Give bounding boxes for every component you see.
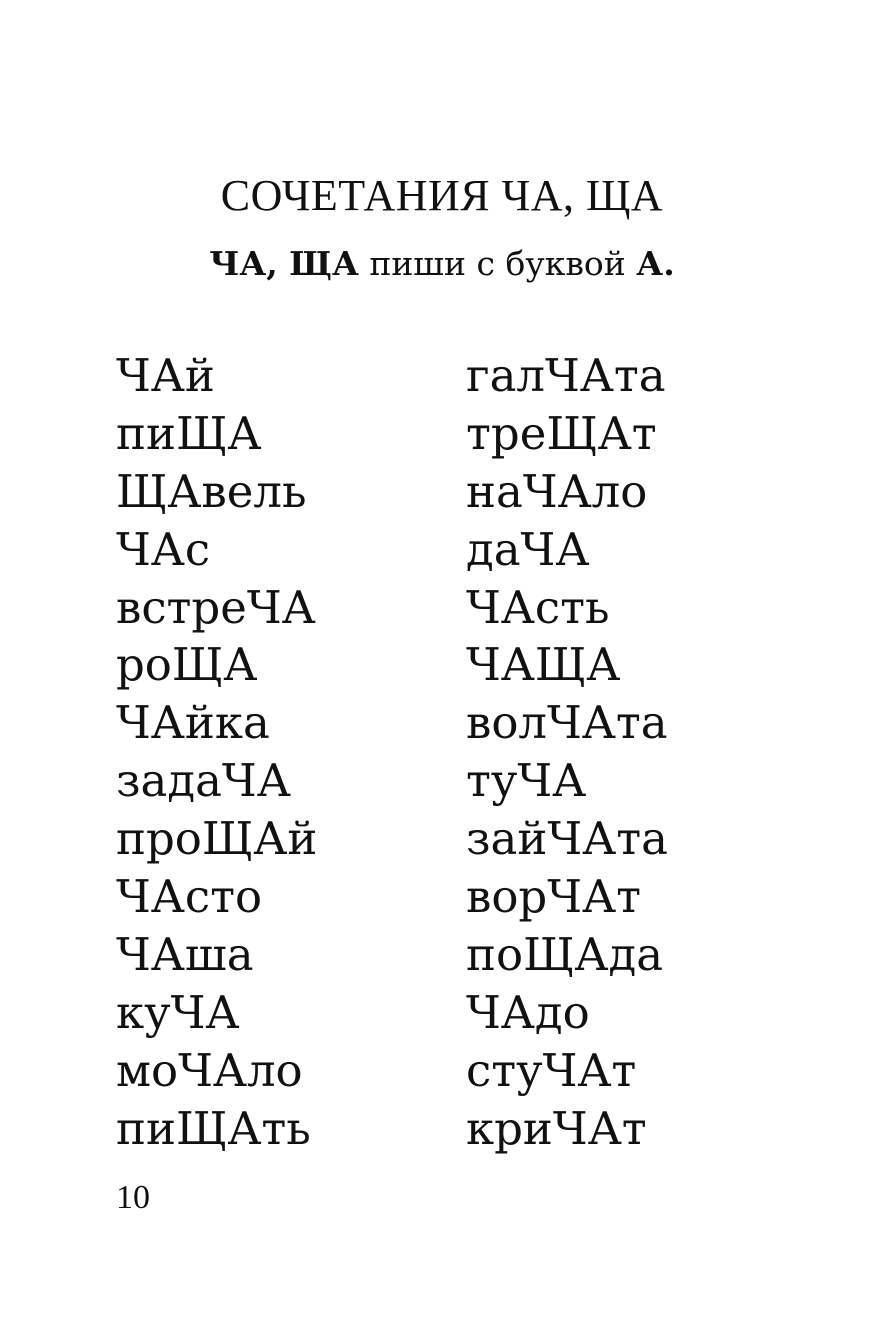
word-item: моЧАло xyxy=(116,1043,303,1097)
word-item: стуЧАт xyxy=(466,1043,637,1097)
word-item: галЧАта xyxy=(466,349,666,402)
rule-letters-bold: ЧА, ЩА xyxy=(209,244,359,283)
rule-letter-bold: А xyxy=(636,244,664,283)
word-item: проЩАй xyxy=(116,812,318,866)
word-item: встреЧА xyxy=(116,580,316,634)
word-item: ЧАс xyxy=(116,522,211,576)
word-item: ЧАша xyxy=(116,927,254,981)
word-item: даЧА xyxy=(466,522,590,576)
word-item: ЧАЩА xyxy=(466,638,621,692)
word-item: куЧА xyxy=(116,985,240,1039)
word-item: наЧАло xyxy=(466,464,648,518)
word-item: ЩАвель xyxy=(116,464,307,518)
word-item: волЧАта xyxy=(466,696,668,750)
page-title: СОЧЕТАНИЯ ЧА, ЩА xyxy=(220,171,664,220)
spelling-rule xyxy=(0,240,884,288)
word-item: зайЧАта xyxy=(466,812,668,866)
word-item: пиЩАть xyxy=(116,1101,311,1155)
word-item: роЩА xyxy=(116,638,258,692)
word-item: пиЩА xyxy=(116,406,262,460)
word-item: туЧА xyxy=(466,754,587,808)
word-item: ЧАсть xyxy=(466,580,610,634)
word-item: ЧАй xyxy=(116,349,215,402)
word-item: криЧАт xyxy=(466,1101,647,1155)
word-item: задаЧА xyxy=(116,754,291,808)
word-item: ворЧАт xyxy=(466,870,641,924)
word-item: треЩАт xyxy=(466,406,657,460)
word-item: ЧАйка xyxy=(116,696,270,750)
word-item: ЧАсто xyxy=(116,870,263,924)
word-item: поЩАда xyxy=(466,927,664,981)
page-number: 10 xyxy=(116,1179,150,1216)
rule-text: пиши с буквой xyxy=(358,244,637,283)
word-item: ЧАдо xyxy=(466,985,590,1039)
word-list-left xyxy=(116,347,317,1157)
word-list-right xyxy=(466,347,668,1157)
rule-period: . xyxy=(663,244,675,283)
